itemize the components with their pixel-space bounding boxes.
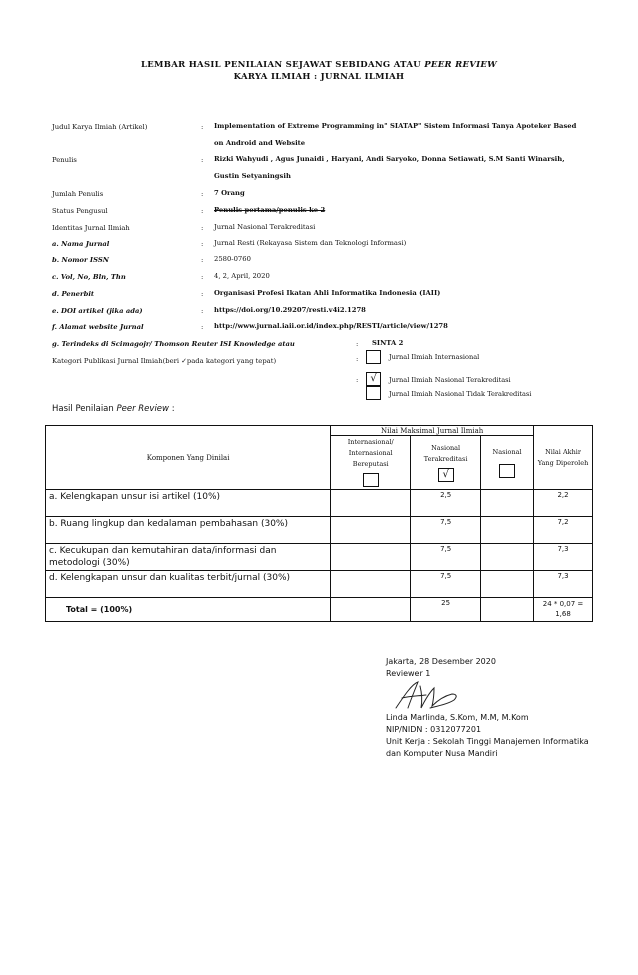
alamat-website-value: http://www.jurnal.iaii.or.id/index.php/RESTI/article/view/1278 [214,322,448,330]
doi-label: e. DOI artikel (jika ada) [52,307,143,315]
colon: : [356,376,359,384]
row-nas-akr: 7,5 [411,517,481,544]
header-internasional: Internasional/ Internasional Bereputasi [331,436,411,490]
jumlah-penulis-value: 7 Orang [214,189,245,197]
colon: : [356,340,359,348]
vol-value: 4, 2, April, 2020 [214,272,270,280]
colon: : [201,256,204,264]
document-title-line-1: LEMBAR HASIL PENILAIAN SEJAWAT SEBIDANG ATAU PEER REVIEW [140,60,498,70]
category-label-nasional-tidak-terakreditasi: Jurnal Ilmiah Nasional Tidak Terakreditasi [389,390,532,398]
total-label: Total = (100%) [46,598,331,622]
issn-label: b. Nomor ISSN [52,256,109,264]
judul-value: Implementation of Extreme Programming in" SIATAP" Sistem Informasi Tanya Apoteker Based on Android and Website [214,122,577,147]
signature-name: Linda Marlinda, S.Kom, M.M, M.Kom [386,713,529,722]
signature-nip: NIP/NIDN : 0312077201 [386,725,482,734]
hasil-penilaian-heading: Hasil Penilaian Peer Review : [52,404,175,414]
total-intl [331,598,411,622]
colon: : [201,273,204,281]
colon: : [356,355,359,363]
penerbit-label: d. Penerbit [52,290,95,298]
nama-jurnal-label: a. Nama Jurnal [52,240,110,248]
row-nas-akr: 7,5 [411,544,481,571]
colon: : [201,207,204,215]
terindeks-value: SINTA 2 [372,339,404,347]
signature-place-date: Jakarta, 28 Desember 2020 [386,657,496,666]
row-intl [331,490,411,517]
judul-label: Judul Karya Ilmiah (Artikel) [52,123,148,131]
status-pengusul-value: Penulis pertama/penulis ke 2 [214,206,326,214]
row-akhir: 2,2 [534,490,593,517]
signature-reviewer: Reviewer 1 [386,669,431,678]
row-nas [481,571,534,598]
row-nas-akr: 7,5 [411,571,481,598]
row-akhir: 7,2 [534,517,593,544]
nama-jurnal-value: Jurnal Resti (Rekayasa Sistem dan Teknologi Informasi) [214,239,407,247]
table-row [46,517,593,544]
row-nas [481,517,534,544]
category-checkbox-internasional[interactable] [366,350,381,364]
colon: : [201,290,204,298]
colon: : [201,190,204,198]
total-nas-akr: 25 [411,598,481,622]
kategori-label: Kategori Publikasi Jurnal Ilmiah(beri ✓pada kategori yang tepat) [52,357,277,365]
doi-value: https://doi.org/10.29207/resti.v4i2.1278 [214,306,366,314]
colon: : [201,123,204,131]
table-row [46,490,593,517]
checkbox-internasional[interactable] [363,473,379,487]
penulis-value: Rizki Wahyudi , Agus Junaidi , Haryani, Andi Saryoko, Donna Setiawati, S.M Santi Winarsih, Gustin Setyaningsih [214,155,565,180]
total-akhir: 24 * 0,07 = 1,68 [534,598,593,622]
checkbox-nasional[interactable] [499,464,515,478]
identitas-jurnal-value: Jurnal Nasional Terakreditasi [214,223,316,231]
checkbox-nasional-terakreditasi[interactable]: √ [438,468,454,482]
document-title-line-2: KARYA ILMIAH : JURNAL ILMIAH [233,72,405,82]
review-table [45,425,593,622]
row-intl [331,544,411,571]
identitas-jurnal-label: Identitas Jurnal Ilmiah [52,224,130,232]
row-komponen: b. Ruang lingkup dan kedalaman pembahasan (30%) [46,517,331,544]
header-komponen: Komponen Yang Dinilai [46,426,331,490]
category-checkbox-nasional-tidak-terakreditasi[interactable] [366,386,381,400]
issn-value: 2580-0760 [214,255,251,263]
penerbit-value: Organisasi Profesi Ikatan Ahli Informatika Indonesia (IAII) [214,289,441,297]
row-nas-akr: 2,5 [411,490,481,517]
row-intl [331,571,411,598]
row-komponen: d. Kelengkapan unsur dan kualitas terbit/jurnal (30%) [46,571,331,598]
header-nasional-terakreditasi: Nasional Terakreditasi √ [411,436,481,490]
header-nilai-maksimal: Nilai Maksimal Jurnal Ilmiah [331,426,534,436]
row-akhir: 7,3 [534,571,593,598]
vol-label: c. Vol, No, Bln, Thn [52,273,126,281]
total-nas [481,598,534,622]
title-emphasis: PEER REVIEW [424,60,498,70]
table-row [46,544,593,571]
colon: : [201,307,204,315]
header-nilai-akhir: Nilai Akhir Yang Diperoleh [534,426,593,490]
terindeks-label: g. Terindeks di Scimagojr/ Thomson Reuter ISI Knowledge atau [52,340,295,348]
row-komponen: a. Kelengkapan unsur isi artikel (10%) [46,490,331,517]
penulis-label: Penulis [52,156,77,164]
colon: : [201,156,204,164]
colon: : [201,224,204,232]
jumlah-penulis-label: Jumlah Penulis [52,190,104,198]
total-row [46,598,593,622]
handwritten-signature [392,678,462,712]
signature-unit: Unit Kerja : Sekolah Tinggi Manajemen Informatika dan Komputer Nusa Mandiri [386,737,589,759]
category-checkbox-nasional-terakreditasi[interactable]: √ [366,372,381,386]
row-nas [481,544,534,571]
header-nasional: Nasional [481,436,534,490]
row-komponen: c. Kecukupan dan kemutahiran data/informasi dan metodologi (30%) [46,544,331,571]
row-intl [331,517,411,544]
alamat-website-label: f. Alamat website Jurnal [52,323,144,331]
category-label-internasional: Jurnal Ilmiah Internasional [389,353,480,361]
table-row [46,571,593,598]
colon: : [201,240,204,248]
status-pengusul-label: Status Pengusul [52,207,108,215]
category-label-nasional-terakreditasi: Jurnal Ilmiah Nasional Terakreditasi [389,376,511,384]
row-nas [481,490,534,517]
row-akhir: 7,3 [534,544,593,571]
colon: : [201,323,204,331]
